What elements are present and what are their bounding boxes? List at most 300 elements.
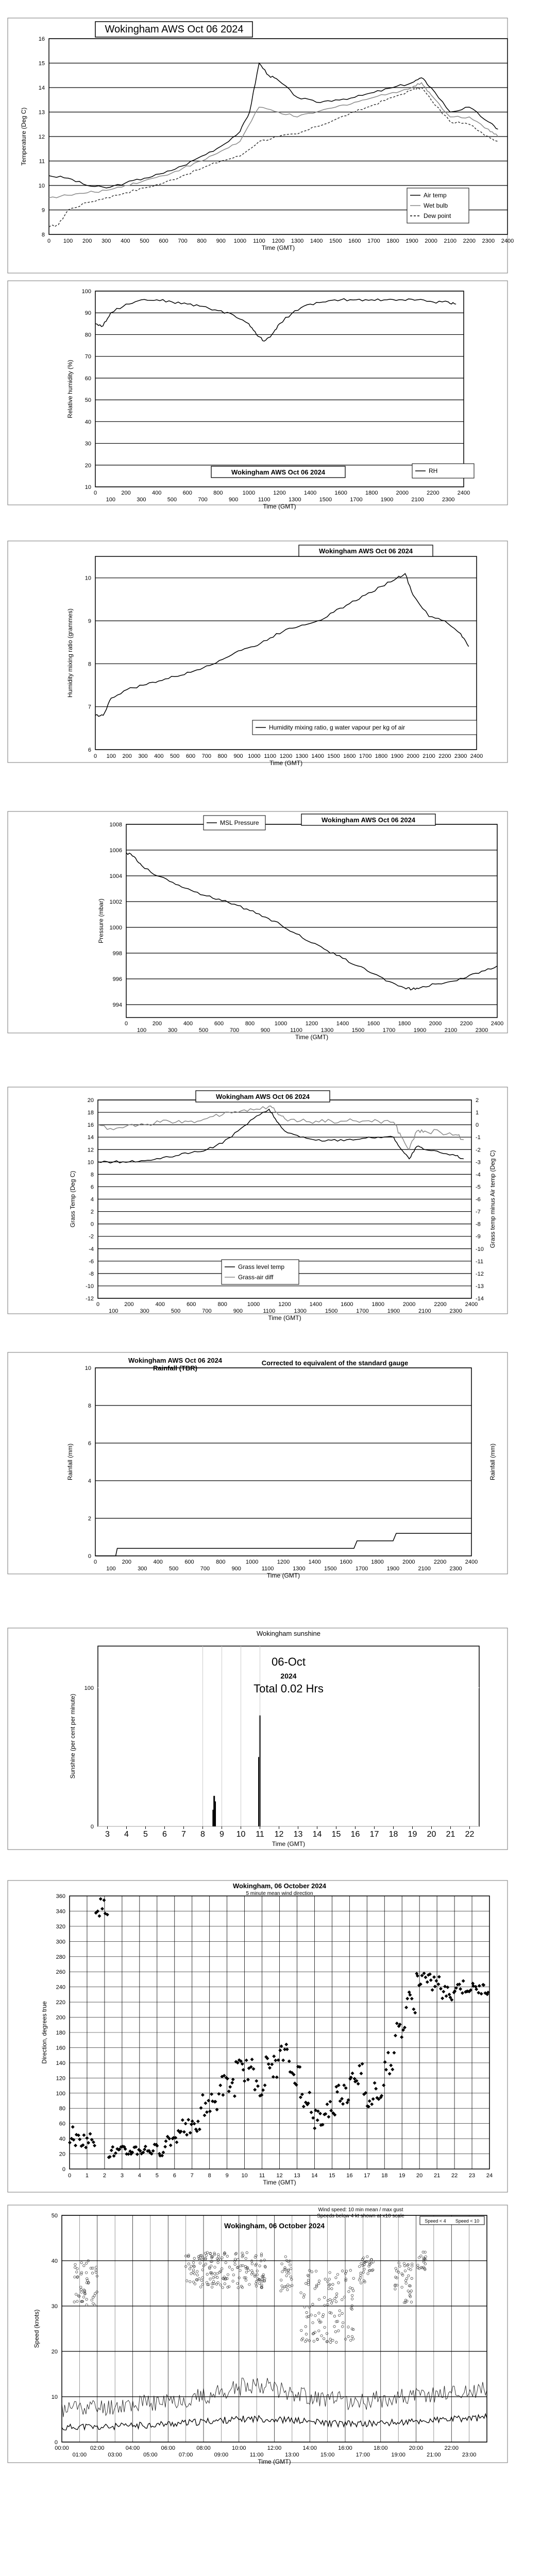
x-tick-label: 700: [178, 238, 188, 244]
legend-label: Humidity mixing ratio, g water vapour per kg of air: [269, 724, 405, 731]
x-tick-label: 2300: [482, 238, 495, 244]
x-tick-label-minor: 500: [198, 1027, 209, 1033]
x-tick-label: 20: [416, 2173, 423, 2179]
y-right-axis-label: Rainfall (mm): [489, 1443, 496, 1481]
y-tick-label: 12: [38, 134, 45, 140]
x-tick-label: 1600: [348, 238, 361, 244]
y-tick-label: 20: [51, 2349, 58, 2355]
x-tick-label-major: 14:00: [302, 2445, 317, 2451]
y-tick-label: 0: [54, 2439, 58, 2446]
x-tick-label: 1100: [253, 238, 265, 244]
x-tick-label: 10: [241, 2173, 248, 2179]
x-tick-label: 0: [67, 2173, 72, 2179]
x-tick-label-minor: 1900: [386, 1566, 400, 1572]
x-tick-label-major: 1600: [340, 1559, 352, 1565]
y-tick-label: 50: [51, 2213, 58, 2219]
x-tick-label-minor: 2100: [418, 1308, 431, 1314]
x-tick-label-minor: 1900: [387, 1308, 400, 1314]
x-tick-label: 4: [138, 2173, 141, 2179]
y-axis-label: Grass Temp (Deg C): [69, 1171, 76, 1228]
x-tick-label-minor: 900: [231, 1566, 241, 1572]
y-tick-label: 0: [88, 1553, 91, 1560]
chart-panel-6: [8, 1352, 508, 1579]
y-tick-label: 9: [88, 618, 91, 624]
x-tick-label: 11: [256, 1830, 264, 1839]
x-tick-label: 700: [201, 753, 212, 759]
y-tick-label: -4: [89, 1246, 94, 1252]
x-tick-label-minor: 15:00: [320, 2452, 335, 2458]
x-tick-label-major: 800: [217, 1301, 227, 1308]
x-tick-label-minor: 500: [171, 1308, 181, 1314]
x-tick-label: 2200: [438, 753, 451, 759]
x-tick-label: 24: [486, 2173, 493, 2179]
y-right-tick-label: -12: [476, 1270, 484, 1277]
x-tick-label: 2300: [454, 753, 467, 759]
x-tick-label-major: 22:00: [444, 2445, 459, 2451]
y-tick-label: 60: [59, 2121, 65, 2127]
x-tick-label: 18: [388, 1830, 398, 1839]
x-tick-label: 400: [154, 753, 164, 759]
y-tick-label: 180: [56, 2030, 65, 2036]
x-tick-label: 2: [103, 2173, 106, 2179]
x-tick-label-major: 1200: [305, 1021, 318, 1027]
x-tick-label-major: 1600: [334, 490, 347, 496]
x-tick-label-major: 1400: [308, 1559, 322, 1565]
x-tick-label-major: 10:00: [231, 2445, 246, 2451]
y-tick-label: 10: [84, 575, 91, 582]
x-tick-label-minor: 1100: [258, 497, 270, 503]
x-tick-label-minor: 1900: [380, 497, 394, 503]
x-tick-label-minor: 300: [140, 1308, 149, 1314]
x-tick-label: 500: [140, 238, 149, 244]
chart-panel-4: [8, 811, 508, 1041]
x-tick-label: 1700: [367, 238, 380, 244]
x-tick-label-minor: 1500: [319, 497, 332, 503]
x-tick-label-minor: 2300: [475, 1027, 488, 1033]
y-right-tick-label: 0: [476, 1122, 479, 1129]
y-tick-label: 16: [38, 36, 45, 42]
chart-panel-9: [8, 2205, 508, 2465]
chart-panel-1: [8, 18, 514, 273]
chart-title: Wokingham sunshine: [256, 1630, 321, 1637]
x-tick-label-minor: 300: [167, 1027, 178, 1033]
x-tick-label-major: 1600: [341, 1301, 353, 1308]
x-tick-label: 6: [173, 2173, 176, 2179]
x-tick-label-major: 800: [245, 1021, 255, 1027]
y-tick-label: 6: [90, 1184, 94, 1191]
y-tick-label: 1008: [109, 822, 122, 828]
x-axis-label: Time (GMT): [269, 759, 303, 767]
y-tick-label: 160: [56, 2045, 65, 2052]
x-tick-label-minor: 1700: [356, 1308, 369, 1314]
x-tick-label-minor: 2300: [442, 497, 455, 503]
y-tick-label: 120: [56, 2075, 65, 2082]
x-tick-label: 13: [294, 2173, 300, 2179]
chart-title: Wokingham, 06 October 2024: [232, 1882, 327, 1890]
y-tick-label: 280: [56, 1954, 65, 1960]
chart-title: Wokingham AWS Oct 06 2024: [321, 816, 416, 824]
x-tick-label-major: 1200: [277, 1559, 290, 1565]
x-tick-label: 1500: [327, 753, 340, 759]
y-axis-label: Rainfall (mm): [66, 1443, 74, 1481]
x-tick-label: 200: [82, 238, 92, 244]
x-tick-label-minor: 100: [109, 1308, 119, 1314]
x-tick-label-major: 2200: [433, 1559, 447, 1565]
y-right-tick-label: -10: [476, 1246, 484, 1252]
x-tick-label: 200: [122, 753, 132, 759]
x-tick-label: 13: [293, 1830, 303, 1839]
x-tick-label-minor: 2100: [444, 1027, 458, 1033]
chart-total: Total 0.02 Hrs: [253, 1682, 324, 1695]
x-tick-label-major: 2000: [396, 490, 409, 496]
y-tick-label: 1002: [109, 899, 122, 905]
sunshine-bar: [214, 1802, 216, 1826]
y-tick-label: 14: [38, 85, 45, 91]
y-axis-label: Speed (knots): [33, 2309, 40, 2348]
chart-subtitle: 5 minute mean wind direction: [246, 1891, 313, 1896]
x-tick-label-minor: 700: [229, 1027, 240, 1033]
x-tick-label: 400: [121, 238, 130, 244]
y-tick-label: 320: [56, 1923, 65, 1930]
x-tick-label-minor: 1700: [350, 497, 363, 503]
x-tick-label: 2000: [425, 238, 437, 244]
x-tick-label: 1900: [391, 753, 404, 759]
x-tick-label-minor: 100: [106, 497, 115, 503]
x-tick-label: 1800: [375, 753, 388, 759]
x-tick-label-minor: 1500: [325, 1308, 338, 1314]
x-tick-label-major: 200: [152, 1021, 162, 1027]
x-tick-label: 1500: [329, 238, 342, 244]
plot-area: [126, 824, 497, 1018]
x-tick-label-minor: 1100: [290, 1027, 302, 1033]
y-tick-label: 10: [38, 183, 45, 189]
y-tick-label: 60: [84, 375, 91, 382]
chart-title: Wokingham AWS Oct 06 2024: [318, 547, 413, 555]
legend-label: RH: [429, 467, 438, 474]
x-tick-label-major: 2400: [457, 490, 470, 496]
x-tick-label-major: 1200: [278, 1301, 291, 1308]
x-tick-label: 1000: [248, 753, 261, 759]
legend-label: Grass-air diff: [238, 1274, 274, 1281]
x-tick-label-minor: 03:00: [108, 2452, 122, 2458]
y-tick-label: 8: [41, 232, 45, 238]
x-tick-label: 2100: [444, 238, 457, 244]
y-tick-label: 4: [88, 1478, 91, 1484]
x-axis-label: Time (GMT): [272, 1840, 306, 1848]
y-tick-label: 4: [90, 1196, 94, 1203]
x-tick-label-major: 04:00: [125, 2445, 140, 2451]
y-tick-label: 996: [112, 976, 122, 982]
y-tick-label: 40: [51, 2258, 58, 2264]
x-axis-label: Time (GMT): [266, 1572, 300, 1579]
x-tick-label: 1700: [359, 753, 372, 759]
legend-label: Air temp: [424, 192, 447, 199]
x-tick-label: 2100: [422, 753, 435, 759]
x-tick-label-major: 12:00: [267, 2445, 282, 2451]
x-tick-label-major: 1000: [274, 1021, 288, 1027]
chart-title: Wokingham AWS Oct 06 2024: [105, 24, 244, 35]
y-right-tick-label: -11: [476, 1258, 484, 1265]
x-tick-label-major: 200: [124, 1301, 134, 1308]
x-tick-label-major: 800: [216, 1559, 226, 1565]
x-tick-label: 800: [197, 238, 207, 244]
y-tick-label: 260: [56, 1969, 65, 1976]
x-tick-label-minor: 100: [137, 1027, 147, 1033]
x-tick-label-major: 1000: [247, 1301, 260, 1308]
x-tick-label: 16: [346, 2173, 353, 2179]
x-tick-label: 10: [236, 1830, 246, 1839]
y-tick-label: 360: [56, 1893, 65, 1900]
x-tick-label: 20: [427, 1830, 436, 1839]
x-tick-label: 8: [200, 1830, 205, 1839]
x-tick-label-major: 600: [187, 1301, 196, 1308]
x-tick-label-minor: 300: [138, 1566, 147, 1572]
y-tick-label: 20: [84, 462, 91, 469]
y-tick-label: 0: [62, 2166, 65, 2173]
y-tick-label: 80: [59, 2106, 65, 2112]
plot-area: [95, 1368, 471, 1556]
x-tick-label-major: 2000: [402, 1301, 416, 1308]
y-tick-label: 8: [90, 1172, 94, 1178]
x-tick-label-major: 1400: [303, 490, 317, 496]
x-tick-label-major: 2400: [491, 1021, 504, 1027]
y-tick-label: 20: [87, 1097, 94, 1104]
y-axis-label: Pressure (mbar): [97, 899, 105, 943]
y-axis-label: Humidity mixing ratio (grammes): [66, 608, 74, 698]
x-tick-label: 1400: [311, 753, 324, 759]
x-tick-label: 3: [105, 1830, 110, 1839]
x-tick-label-major: 400: [155, 1301, 165, 1308]
y-tick-label: -12: [86, 1296, 94, 1302]
x-tick-label-major: 08:00: [196, 2445, 211, 2451]
y-axis-label: Relative humidity (%): [66, 360, 74, 418]
x-tick-label-minor: 1500: [351, 1027, 365, 1033]
x-tick-label-minor: 1300: [289, 497, 301, 503]
x-tick-label: 17: [369, 1830, 379, 1839]
x-tick-label-minor: 1500: [324, 1566, 337, 1572]
x-tick-label-major: 2200: [434, 1301, 447, 1308]
chart-title: Wokingham AWS Oct 06 2024: [128, 1357, 223, 1364]
x-tick-label-major: 1400: [309, 1301, 323, 1308]
x-tick-label-minor: 23:00: [462, 2452, 477, 2458]
x-tick-label: 2200: [463, 238, 476, 244]
x-tick-label: 1: [85, 2173, 89, 2179]
y-tick-label: 6: [88, 747, 91, 753]
x-tick-label-major: 600: [214, 1021, 224, 1027]
x-tick-label-minor: 700: [200, 1566, 210, 1572]
x-tick-label: 500: [170, 753, 180, 759]
x-tick-label-major: 200: [122, 1559, 132, 1565]
chart-date: 06-Oct: [271, 1655, 306, 1668]
x-tick-label: 11: [259, 2173, 265, 2179]
y-tick-label: 994: [112, 1002, 122, 1008]
x-tick-label-minor: 09:00: [214, 2452, 229, 2458]
x-tick-label-minor: 1900: [413, 1027, 427, 1033]
x-tick-label-major: 1800: [371, 1559, 384, 1565]
x-tick-label-minor: 2300: [449, 1566, 462, 1572]
y-tick-label: 13: [38, 109, 45, 116]
x-tick-label-minor: 1100: [261, 1566, 274, 1572]
y-tick-label: 2: [90, 1209, 94, 1215]
chart-panel-5: [8, 1087, 508, 1321]
x-tick-label: 100: [106, 753, 116, 759]
x-tick-label: 100: [63, 238, 73, 244]
y-tick-label: 40: [84, 419, 91, 426]
y-tick-label: 40: [59, 2136, 65, 2143]
y-tick-label: 20: [59, 2151, 65, 2158]
chart-panel-2: [8, 281, 508, 510]
x-axis-label: Time (GMT): [263, 2179, 296, 2186]
y-right-axis-label: Grass temp minus Air temp (Deg C): [489, 1150, 496, 1248]
x-tick-label-major: 18:00: [373, 2445, 388, 2451]
x-tick-label-minor: 1700: [382, 1027, 396, 1033]
x-tick-label-major: 02:00: [90, 2445, 105, 2451]
x-tick-label-major: 0: [124, 1021, 128, 1027]
chart-panel-8: [8, 1880, 508, 2192]
x-tick-label-major: 600: [184, 1559, 194, 1565]
y-axis-label: Direction, degrees true: [41, 2001, 48, 2064]
x-tick-label: 17: [364, 2173, 370, 2179]
x-tick-label-major: 1600: [367, 1021, 380, 1027]
y-tick-label: 340: [56, 1908, 65, 1915]
x-tick-label: 1100: [264, 753, 276, 759]
x-tick-label-major: 400: [151, 490, 162, 496]
x-tick-label-minor: 11:00: [249, 2452, 264, 2458]
x-tick-label: 7: [181, 1830, 186, 1839]
x-tick-label: 19: [399, 2173, 405, 2179]
x-tick-label-major: 1000: [242, 490, 256, 496]
x-tick-label-major: 1400: [336, 1021, 349, 1027]
y-tick-label: 100: [84, 1685, 94, 1691]
y-tick-label: 100: [56, 2090, 65, 2097]
y-right-tick-label: -3: [476, 1159, 481, 1166]
x-tick-label: 600: [185, 753, 196, 759]
x-tick-label: 800: [217, 753, 227, 759]
y-right-tick-label: -1: [476, 1134, 481, 1141]
x-tick-label-minor: 17:00: [356, 2452, 370, 2458]
y-tick-label: 6: [88, 1440, 91, 1447]
legend-label: Wet bulb: [424, 202, 448, 209]
x-tick-label: 1800: [386, 238, 399, 244]
x-tick-label: 15: [329, 2173, 335, 2179]
y-tick-label: 30: [51, 2303, 58, 2310]
x-tick-label: 1300: [291, 238, 304, 244]
x-tick-label: 1200: [279, 753, 293, 759]
x-tick-label-major: 06:00: [161, 2445, 176, 2451]
y-tick-label: 8: [88, 661, 91, 668]
y-tick-label: -6: [89, 1258, 94, 1265]
x-tick-label-minor: 900: [228, 497, 239, 503]
x-tick-label: 23: [468, 2173, 476, 2179]
y-right-tick-label: -4: [476, 1172, 481, 1178]
y-right-tick-label: -14: [476, 1296, 484, 1302]
y-tick-label: 15: [38, 60, 45, 67]
x-tick-label-major: 2000: [429, 1021, 442, 1027]
y-tick-label: 12: [87, 1147, 94, 1154]
x-tick-label: 1000: [233, 238, 247, 244]
x-tick-label: 900: [233, 753, 243, 759]
x-tick-label: 0: [93, 753, 97, 759]
y-tick-label: 9: [41, 207, 45, 214]
y-tick-label: 998: [112, 951, 122, 957]
x-axis-label: Time (GMT): [263, 503, 296, 510]
x-tick-label: 2000: [407, 753, 419, 759]
y-tick-label: 300: [56, 1939, 65, 1945]
y-tick-label: 30: [84, 440, 91, 447]
x-tick-label: 9: [219, 1830, 224, 1839]
x-tick-label-minor: 300: [137, 497, 146, 503]
x-tick-label: 6: [162, 1830, 167, 1839]
y-right-tick-label: -6: [476, 1196, 481, 1203]
x-tick-label: 22: [451, 2173, 458, 2179]
y-tick-label: 2: [88, 1516, 91, 1522]
x-tick-label: 19: [408, 1830, 417, 1839]
y-right-tick-label: -13: [476, 1283, 484, 1290]
x-tick-label-minor: 1300: [320, 1027, 334, 1033]
x-axis-label: Time (GMT): [268, 1314, 301, 1321]
x-tick-label: 600: [159, 238, 168, 244]
x-tick-label-minor: 1300: [294, 1308, 307, 1314]
y-tick-label: 8: [88, 1403, 91, 1409]
x-tick-label-major: 0: [93, 490, 97, 496]
x-tick-label-major: 16:00: [338, 2445, 352, 2451]
y-tick-label: 10: [84, 1365, 91, 1371]
x-tick-label-minor: 13:00: [285, 2452, 299, 2458]
y-tick-label: -10: [86, 1283, 94, 1290]
x-tick-label-minor: 05:00: [143, 2452, 158, 2458]
chart-year: 2024: [280, 1672, 297, 1680]
y-tick-label: 11: [39, 158, 45, 165]
x-tick-label: 22: [465, 1830, 475, 1839]
x-tick-label: 300: [102, 238, 111, 244]
x-tick-label: 12: [274, 1830, 284, 1839]
y-tick-label: 16: [87, 1122, 94, 1129]
legend-label: Speed < 10: [455, 2218, 480, 2224]
y-tick-label: 1004: [109, 873, 122, 879]
y-tick-label: 100: [81, 289, 91, 295]
y-tick-label: 0: [90, 1221, 94, 1228]
y-tick-label: 10: [84, 484, 91, 490]
x-tick-label-major: 0: [93, 1559, 97, 1565]
y-tick-label: 90: [84, 310, 91, 317]
x-tick-label: 7: [190, 2173, 194, 2179]
y-right-tick-label: 1: [476, 1110, 479, 1116]
x-tick-label-minor: 500: [167, 497, 177, 503]
x-tick-label-major: 2400: [465, 1301, 478, 1308]
x-tick-label: 9: [225, 2173, 229, 2179]
x-tick-label-major: 0: [96, 1301, 100, 1308]
x-tick-label-major: 200: [121, 490, 131, 496]
x-tick-label: 1200: [272, 238, 285, 244]
x-tick-label: 8: [208, 2173, 211, 2179]
x-tick-label-minor: 500: [168, 1566, 179, 1572]
x-tick-label: 2400: [470, 753, 483, 759]
y-tick-label: 70: [84, 353, 91, 360]
x-tick-label: 3: [120, 2173, 124, 2179]
chart-title: Wokingham AWS Oct 06 2024: [231, 468, 326, 476]
y-axis-label: Temperature (Deg C): [20, 107, 27, 166]
y-tick-label: 10: [87, 1159, 94, 1166]
y-tick-label: -8: [89, 1270, 94, 1277]
x-tick-label: 5: [155, 2173, 159, 2179]
y-right-tick-label: -5: [476, 1184, 481, 1191]
x-tick-label-major: 2200: [427, 490, 439, 496]
x-axis-label: Time (GMT): [261, 244, 295, 251]
x-tick-label-major: 1000: [245, 1559, 259, 1565]
x-tick-label-major: 2000: [402, 1559, 415, 1565]
y-tick-label: -2: [89, 1233, 94, 1240]
y-tick-label: 80: [84, 332, 91, 338]
